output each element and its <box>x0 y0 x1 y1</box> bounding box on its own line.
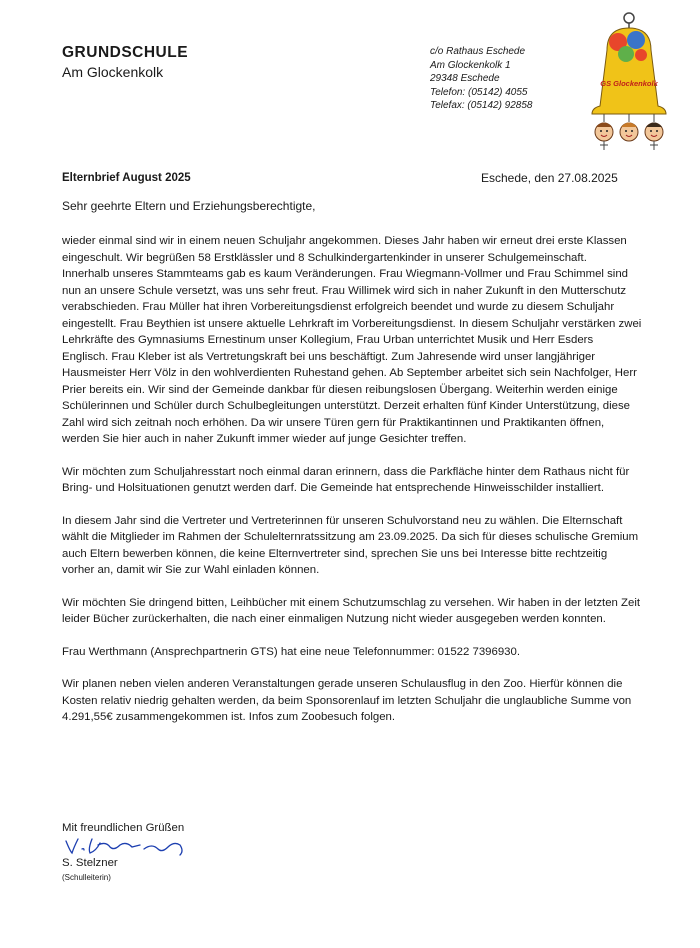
school-name: GRUNDSCHULE <box>62 44 189 61</box>
letter-paragraph: Wir planen neben vielen anderen Veranstaltungen gerade unseren Schulausflug in den Zoo. Hierfür können die Kosten relativ niedrig gehalten werden, da beim Sponsorenlauf im letzten Schuljahr die unglaubliche Summe von 4.291,55€ zusammengekommen ist. Infos zum Zoobesuch folgen. <box>62 678 632 723</box>
address-line: c/o Rathaus Eschede <box>430 46 526 57</box>
letter-paragraph: Wir möchten zum Schuljahresstart noch einmal daran erinnern, dass die Parkfläche hinter dem Rathaus nicht für Bring- und Holsituationen genutzt werden darf. Die Gemeinde hat entsprechende Hinweisschilder installiert. <box>62 465 630 494</box>
letter-paragraph: Wir möchten Sie dringend bitten, Leihbücher mit einem Schutzumschlag zu versehen. Wir haben in der letzten Zeit leider Bücher zurückerhalten, die nach einer einmaligen Nutzung nicht wieder ausgegeben werden konnten. <box>62 596 641 625</box>
letter-heading: Elternbrief August 2025 <box>62 172 191 184</box>
address-line: Am Glockenkolk 1 <box>430 59 511 71</box>
address-line: Telefax: (05142) 92858 <box>430 100 533 111</box>
logo-lettering: GS Glockenkolk <box>600 79 658 88</box>
letter-salutation: Sehr geehrte Eltern und Erziehungsberechtigte, <box>62 199 316 213</box>
letter-body <box>62 233 642 742</box>
letter-paragraph: Frau Werthmann (Ansprechpartnerin GTS) hat eine neue Telefonnummer: 01522 7396930. <box>62 645 521 658</box>
address-block <box>430 45 533 113</box>
letter-signer-role: (Schulleiterin) <box>62 873 111 882</box>
letter-paragraph: In diesem Jahr sind die Vertreter und Vertreterinnen für unseren Schulvorstand neu zu wählen. Die Elternschaft wählt die Mitglieder im Rahmen der Schulelternratssitzung am 23.09.2025. Da sich für dieses schulische Gremium auch Eltern bewerben können, die keine Elternvertreter sind, sprechen Sie uns bei Interesse bitte rechtzeitig vorher an, damit wir Sie zur Wahl einladen können. <box>62 514 639 576</box>
letter-paragraph: Innerhalb unseres Stammteams gab es kaum Veränderungen. Frau Wiegmann-Vollmer und Frau Schimmel sind nun an unsere Schule versetzt, was uns sehr freut. Frau Willimek wird sich in naher Zukunft in den Mutterschutz verabschieden. Frau Müller hat ihren Vorbereitungsdienst erfolgreich beendet und wurde zu diesem Schuljahr eingestellt. Frau Beythien ist unsere aktuelle Lehrkraft im Vorbereitungsdienst. In diesem Schuljahr verstärken zwei Lehrkräfte des Gymnasiums Ernestinum unser Kollegium, Frau Urban unterrichtet Musik und Herr Esders Englisch. Frau Kleber ist als Vertretungskraft bei uns beschäftigt. Zum Jahresende wird unser langjähriger Hausmeister Herr Völz in den wohlverdienten Ruhestand gehen. Ab September arbeitet sich sein Nachfolger, Herr Prier bereits ein. Wir sind der Gemeinde dankbar für diesen reibungslosen Übergang. Weiterhin werden einige Schülerinnen und Schüler durch Schulbegleitungen unterstützt. Derzeit erhalten fünf Kinder Unterstützung, diese Zahl wird sich zeitnah noch erhöhen. Da wir unsere Türen gern für Praktikantinnen und Praktikanten öffnen, werden Sie hier auch in naher Zukunft immer wieder auf junge Gesichter treffen. <box>62 268 642 445</box>
handwritten-signature <box>62 835 192 859</box>
address-line: 29348 Eschede <box>430 73 500 84</box>
letter-paragraph: wieder einmal sind wir in einem neuen Schuljahr angekommen. Dieses Jahr haben wir erneut drei erste Klassen eingeschult. Wir begrüßen 58 Erstklässler und 8 Schulkindergartenkinder in unserer Schulgemeinschaft. <box>62 235 627 264</box>
letter-closing: Mit freundlichen Grüßen <box>62 822 185 834</box>
school-subtitle: Am Glockenkolk <box>62 64 164 80</box>
address-line: Telefon: (05142) 4055 <box>430 86 528 98</box>
school-bell-logo <box>574 10 684 160</box>
letter-signer: S. Stelzner <box>62 857 118 869</box>
letter-dateline: Eschede, den 27.08.2025 <box>481 171 618 185</box>
